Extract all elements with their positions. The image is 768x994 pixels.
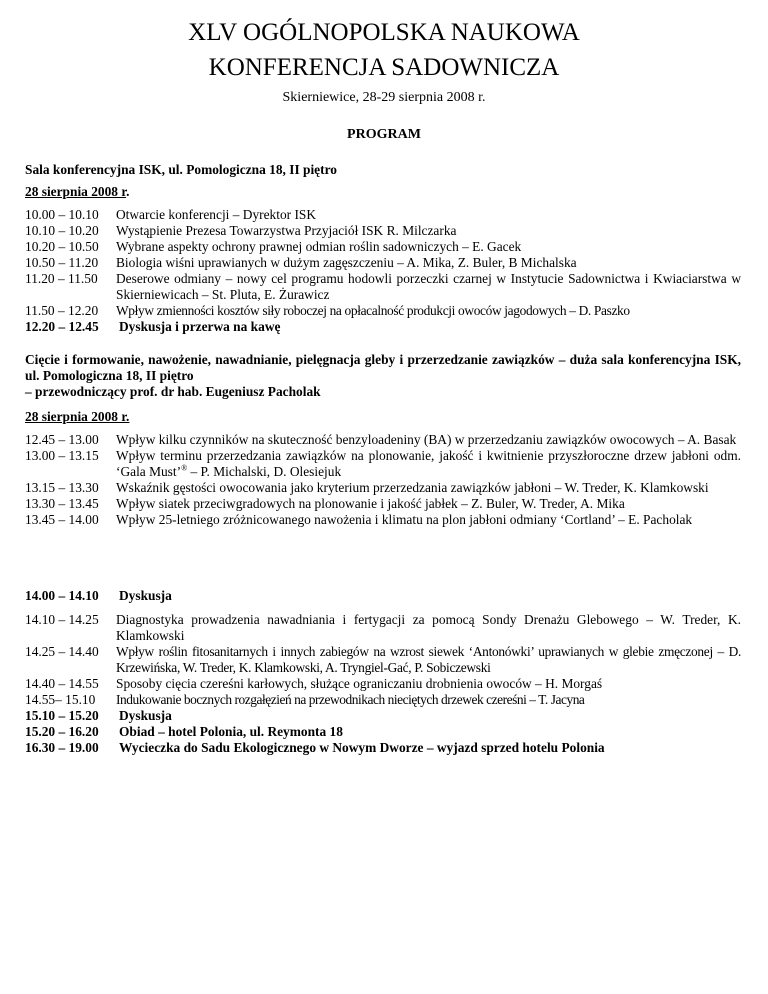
session2-date: 28 sierpnia 2008 r. xyxy=(25,409,130,424)
schedule-row xyxy=(25,676,741,692)
session1-date: 28 sierpnia 2008 r xyxy=(25,184,127,199)
row-time: 16.30 – 19.00 xyxy=(25,740,99,755)
session2-chair: – przewodniczący prof. dr hab. Eugeniusz Pacholak xyxy=(25,384,321,399)
schedule-row-bold xyxy=(25,724,741,740)
session2-schedule-b xyxy=(25,612,741,756)
row-time: 10.20 – 10.50 xyxy=(25,239,99,254)
row-text: Dyskusja xyxy=(119,588,172,603)
row-text: Wycieczka do Sadu Ekologicznego w Nowym Dworze – wyjazd sprzed hotelu Polonia xyxy=(119,740,605,755)
schedule-row xyxy=(25,480,741,496)
session1-schedule xyxy=(25,207,741,335)
row-text: Wpływ siatek przeciwgradowych na plonowanie i jakość jabłek – Z. Buler, W. Treder, A. Mika xyxy=(116,496,625,511)
row-time: 14.40 – 14.55 xyxy=(25,676,99,691)
row-text: Indukowanie bocznych rozgałęzień na przewodnikach nieciętych drzewek czereśni – T. Jacyna xyxy=(116,692,585,707)
row-text: Wystąpienie Prezesa Towarzystwa Przyjaciół ISK R. Milczarka xyxy=(116,223,457,238)
row-text: Otwarcie konferencji – Dyrektor ISK xyxy=(116,207,317,222)
row-text: Wybrane aspekty ochrony prawnej odmian roślin sadowniczych – E. Gacek xyxy=(116,239,522,254)
row-time: 12.45 – 13.00 xyxy=(25,432,99,447)
row-time: 13.00 – 13.15 xyxy=(25,448,99,463)
schedule-row-bold xyxy=(25,740,741,756)
row-text-authors: – P. Michalski, D. Olesiejuk xyxy=(187,464,342,479)
schedule-row xyxy=(25,644,741,676)
row-time: 11.20 – 11.50 xyxy=(25,271,98,286)
schedule-row xyxy=(25,207,741,223)
row-time: 14.25 – 14.40 xyxy=(25,644,99,659)
schedule-row xyxy=(25,271,741,303)
program-heading: PROGRAM xyxy=(347,127,421,142)
schedule-row xyxy=(25,612,741,644)
row-time: 14.55– 15.10 xyxy=(25,692,96,707)
row-time: 10.10 – 10.20 xyxy=(25,223,99,238)
row-text: Deserowe odmiany – nowy cel programu hodowli porzeczki czarnej w Instytucie Sadownictwa i Kwiaciarstwa w Skierniewicach – St. Pluta, E. Żurawicz xyxy=(116,271,741,302)
registered-mark: ® xyxy=(181,463,188,473)
row-text: Sposoby cięcia czereśni karłowych, służące ograniczaniu drobnienia owoców – H. Morgaś xyxy=(116,676,603,691)
row-text: Wpływ zmienności kosztów siły roboczej na opłacalność produkcji owoców jagodowych – D. Paszko xyxy=(116,303,630,318)
schedule-row-bold xyxy=(25,708,741,724)
row-time: 14.00 – 14.10 xyxy=(25,588,99,603)
session1-venue: Sala konferencyjna ISK, ul. Pomologiczna 18, II piętro xyxy=(25,162,337,177)
place-and-date: Skierniewice, 28-29 sierpnia 2008 r. xyxy=(282,90,486,105)
row-time: 15.20 – 16.20 xyxy=(25,724,99,739)
row-time: 13.45 – 14.00 xyxy=(25,512,99,527)
schedule-row xyxy=(25,692,741,708)
schedule-row-break xyxy=(25,319,741,335)
row-time: 10.00 – 10.10 xyxy=(25,207,99,222)
row-text: Obiad – hotel Polonia, ul. Reymonta 18 xyxy=(119,724,343,739)
session2-heading: Cięcie i formowanie, nawożenie, nawadnianie, pielęgnacja gleby i przerzedzanie zawiązków – duża sala konferencyjna ISK, ul. Pomologiczna 18, II piętro xyxy=(25,352,741,383)
schedule-row xyxy=(25,496,741,512)
row-time: 12.20 – 12.45 xyxy=(25,319,99,334)
row-time: 14.10 – 14.25 xyxy=(25,612,99,627)
row-time: 10.50 – 11.20 xyxy=(25,255,99,270)
row-text: Diagnostyka prowadzenia nawadniania i fertygacji za pomocą Sondy Drenażu Glebowego – W. Treder, K. Klamkowski xyxy=(116,612,741,643)
row-text: Wpływ roślin fitosanitarnych i innych zabiegów na wzrost siewek ‘Antonówki’ uprawianych w glebie zmęczonej – D. Krzewińska, W. Treder, K. Klamkowski, A. Tryngiel-Gać, P. Sobiczewski xyxy=(116,644,741,675)
conference-title-line1: XLV OGÓLNOPOLSKA NAUKOWA xyxy=(188,19,580,46)
schedule-row xyxy=(25,239,741,255)
row-text: Dyskusja i przerwa na kawę xyxy=(119,319,281,334)
row-text-composite xyxy=(116,448,741,480)
row-text: Wpływ kilku czynników na skuteczność benzyloadeniny (BA) w przerzedzaniu zawiązków owocowych – A. Basak xyxy=(116,432,737,447)
schedule-row-discussion xyxy=(25,588,741,604)
schedule-row xyxy=(25,448,741,480)
session1-date-wrap: 28 sierpnia 2008 r. xyxy=(25,184,130,199)
row-text: Biologia wiśni uprawianych w dużym zagęszczeniu – A. Mika, Z. Buler, B Michalska xyxy=(116,255,577,270)
row-time: 11.50 – 12.20 xyxy=(25,303,99,318)
session2-date-wrap xyxy=(25,409,741,425)
schedule-row xyxy=(25,432,741,448)
conference-title-line2: KONFERENCJA SADOWNICZA xyxy=(208,54,560,81)
row-time: 15.10 – 15.20 xyxy=(25,708,99,723)
schedule-row xyxy=(25,303,741,319)
row-time: 13.30 – 13.45 xyxy=(25,496,99,511)
row-time: 13.15 – 13.30 xyxy=(25,480,99,495)
row-text: Wskaźnik gęstości owocowania jako kryterium przerzedzania zawiązków jabłoni – W. Treder, K. Klamkowski xyxy=(116,480,709,495)
schedule-row xyxy=(25,223,741,239)
session2-schedule-a xyxy=(25,432,741,528)
schedule-row xyxy=(25,255,741,271)
session2-discussion xyxy=(25,588,741,604)
row-text: Dyskusja xyxy=(119,708,172,723)
row-text: Wpływ terminu przerzedzania zawiązków na plonowanie, jakość i kwitnienie przyszłoroczne drzew jabłoni odm. ‘Gala Must’ xyxy=(116,448,741,479)
schedule-row xyxy=(25,512,741,528)
row-text: Wpływ 25-letniego zróżnicowanego nawożenia i klimatu na plon jabłoni odmiany ‘Cortland’ – E. Pacholak xyxy=(116,512,693,527)
